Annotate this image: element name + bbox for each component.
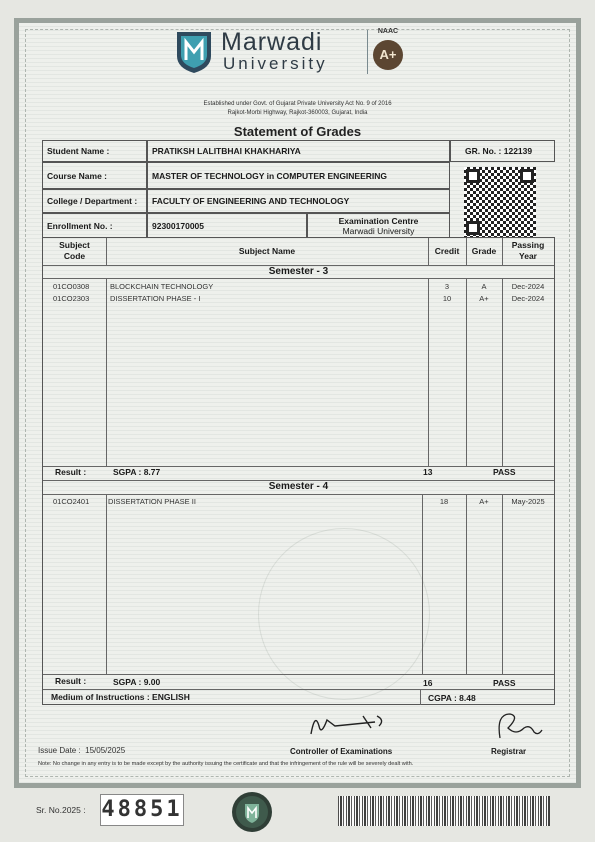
- gr-label: GR. No. :: [465, 146, 502, 156]
- enrollment-label: Enrollment No. :: [42, 213, 147, 238]
- registrar-signature-icon: [490, 708, 545, 744]
- student-name-label: Student Name :: [42, 140, 147, 162]
- shield-logo-icon: [175, 30, 213, 74]
- controller-of-examinations: Controller of Examinations: [290, 747, 393, 756]
- registrar: Registrar: [491, 747, 527, 756]
- course-value: MASTER OF TECHNOLOGY in COMPUTER ENGINEERING: [147, 162, 450, 189]
- serial-label: Sr. No.2025 :: [36, 805, 86, 815]
- semester-3-title: Semester - 3: [268, 266, 329, 277]
- gr-value: 122139: [503, 146, 533, 156]
- col-passing-year: Passing Year: [511, 240, 545, 261]
- exam-centre-label: Examination Centre: [338, 215, 419, 226]
- col-subject-code: Subject Code: [59, 240, 90, 261]
- semester-4-title: Semester - 4: [268, 481, 329, 492]
- qr-code-icon: [464, 167, 536, 237]
- naac-label: NAAC: [377, 28, 399, 35]
- grades-table: Subject Code Subject Name Credit Grade Passing Year Semester - 3 01CO0308 BLOCKCHAIN TECHNOLOGY 3 A Dec-2024 01CO2303 DISSERTATION PHASE - I 10 A+ Dec-2024 Result : SGPA : 8.77 13 PASS Semester - 4 01CO2401 DISSERTATION PHASE II 18 A+ May-2025 Result : SGPA : 9.00 16 PASS Medium of Instructions : ENGLISH CGPA : 8.48: [42, 237, 555, 705]
- controller-signature-icon: [305, 708, 390, 740]
- exam-centre: [307, 213, 450, 238]
- course-label: Course Name :: [42, 162, 147, 189]
- gr-number: [450, 140, 555, 162]
- logo-divider: [367, 30, 368, 74]
- col-subject-name: Subject Name: [238, 246, 296, 256]
- serial-number: 48851: [100, 794, 184, 826]
- established-line-1: Established under Govt. of Gujarat Private University Act No. 9 of 2016: [203, 101, 392, 107]
- established-line-2: Rajkot-Morbi Highway, Rajkot-360003, Gujarat, India: [227, 110, 368, 116]
- college-value: FACULTY OF ENGINEERING AND TECHNOLOGY: [147, 189, 450, 213]
- col-credit: Credit: [434, 246, 460, 256]
- doc-title: Statement of Grades: [233, 124, 362, 139]
- university-sub: University: [223, 54, 328, 73]
- issue-date: Issue Date : 15/05/2025: [38, 746, 126, 755]
- col-grade: Grade: [471, 246, 497, 256]
- medium-of-instruction: Medium of Instructions : ENGLISH: [51, 692, 190, 702]
- cgpa: CGPA : 8.48: [428, 693, 476, 703]
- university-name: Marwadi: [221, 28, 323, 56]
- security-barcode-icon: [338, 796, 550, 826]
- naac-grade-badge: A+: [373, 40, 403, 70]
- student-name-value: PRATIKSH LALITBHAI KHAKHARIYA: [147, 140, 450, 162]
- college-label: College / Department :: [42, 189, 147, 213]
- hologram-seal-icon: [232, 792, 272, 832]
- enrollment-value: 92300170005: [147, 213, 307, 238]
- note: Note: No change in any entry is to be made except by the authority issuing the certificate and that the infringement of the rule will be severely dealt with.: [38, 761, 414, 767]
- exam-centre-value: Marwadi University: [342, 225, 415, 236]
